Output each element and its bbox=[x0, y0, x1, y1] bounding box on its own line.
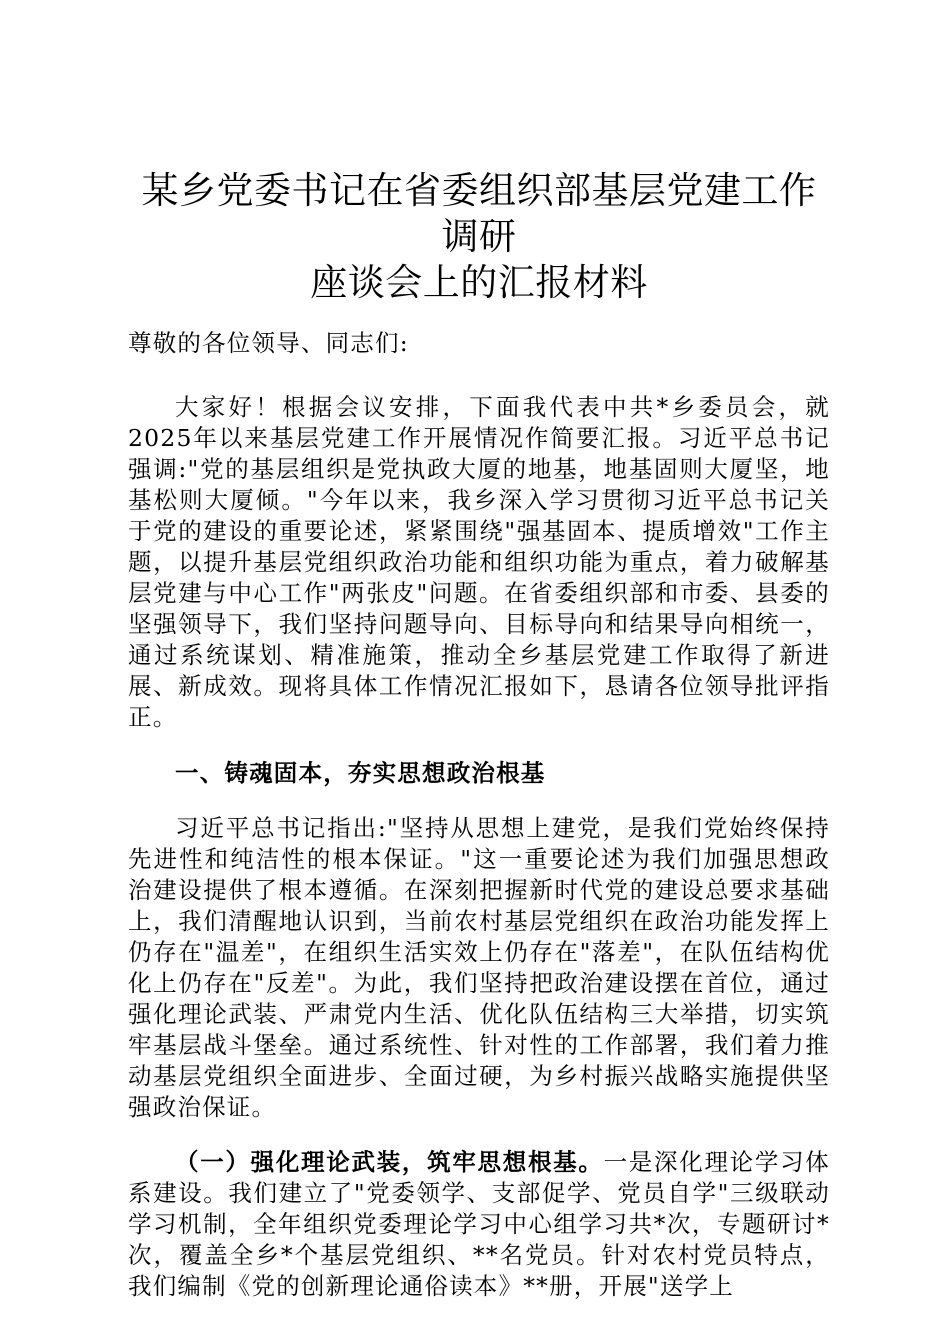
intro-paragraph: 大家好！根据会议安排，下面我代表中共*乡委员会，就2025年以来基层党建工作开展情况作简要汇报。习近平总书记强调:"党的基层组织是党执政大厦的地基，地基固则大厦坚，地基松则大厦倾。"今年以来，我乡深入学习贯彻习近平总书记关于党的建设的重要论述，紧紧围绕"强基固本、提质增效"工作主题，以提升基层党组织政治功能和组织功能为重点，着力破解基层党建与中心工作"两张皮"问题。在省委组织部和市委、县委的坚强领导下，我们坚持问题导向、目标导向和结果导向相统一，通过系统谋划、精准施策，推动全乡基层党建工作取得了新进展、新成效。现将具体工作情况汇报如下，恳请各位领导批评指正。 bbox=[128, 393, 830, 731]
document-page bbox=[128, 168, 830, 1302]
subsection-1-text: 一是深化理论学习体系建设。我们建立了"党委领学、支部促学、党员自学"三级联动学习机制，全年组织党委理论学习中心组学习共*次，专题研讨*次，覆盖全乡*个基层党组织、**名党员。针对农村党员特点，我们编制《党的创新理论通俗读本》**册，开展"送学上 bbox=[128, 1148, 830, 1300]
subsection-1-heading: （一）强化理论武装，筑牢思想根基。 bbox=[175, 1148, 604, 1176]
section-1-paragraph: 习近平总书记指出:"坚持从思想上建党，是我们党始终保持先进性和纯洁性的根本保证。"这一重要论述为我们加强思想政治建设提供了根本遵循。在深刻把握新时代党的建设总要求基础上，我们清醒地认识到，当前农村基层党组织在政治功能发挥上仍存在"温差"，在组织生活实效上仍存在"落差"，在队伍结构优化上仍存在"反差"。为此，我们坚持把政治建设摆在首位，通过强化理论武装、严肃党内生活、优化队伍结构三大举措，切实筑牢基层战斗堡垒。通过系统性、针对性的工作部署，我们着力推动基层党组织全面进步、全面过硬，为乡村振兴战略实施提供坚强政治保证。 bbox=[128, 814, 830, 1121]
document-title-line-2: 座谈会上的汇报材料 bbox=[310, 261, 648, 304]
document-title-line-1: 某乡党委书记在省委组织部基层党建工作调研 bbox=[141, 169, 817, 258]
document-title bbox=[128, 168, 830, 306]
section-1-heading: 一、铸魂固本，夯实思想政治根基 bbox=[175, 759, 546, 787]
subsection-1-paragraph bbox=[128, 1147, 830, 1302]
salutation: 尊敬的各位领导、同志们: bbox=[128, 329, 409, 357]
